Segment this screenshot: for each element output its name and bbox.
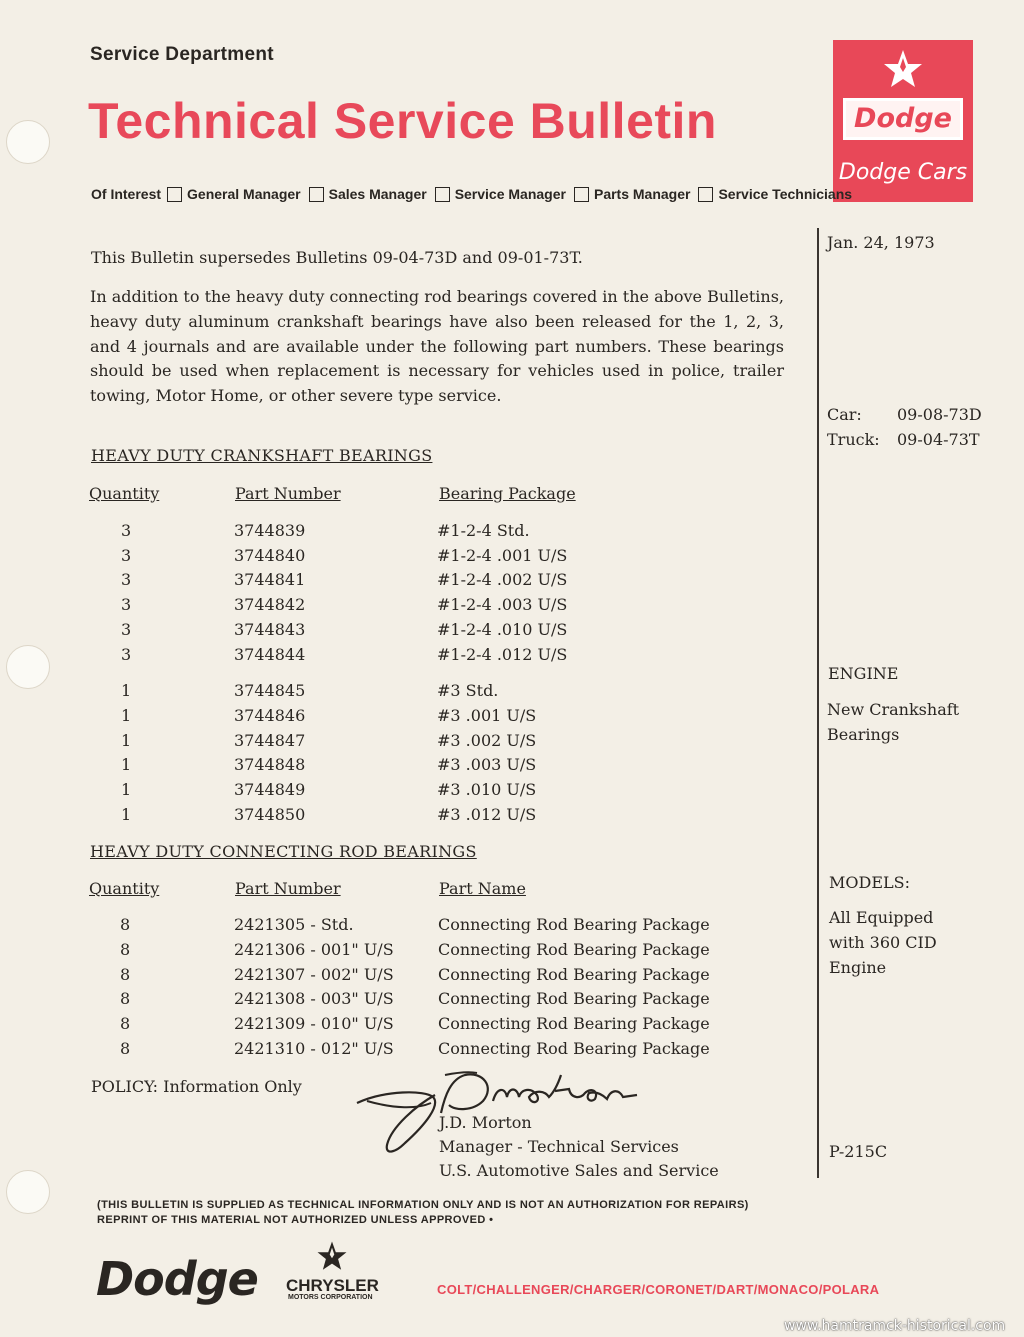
chrysler-logo-subtext: MOTORS CORPORATION [288, 1294, 373, 1301]
crank-part-cell: 3744843 [234, 619, 306, 639]
dodge-logo-block [833, 40, 973, 202]
engine-line: Bearings [827, 725, 900, 744]
rod-col-name: Part Name [439, 879, 526, 898]
checkbox-icon [435, 187, 450, 202]
policy-line: POLICY: Information Only [91, 1077, 302, 1096]
crank-heading: HEAVY DUTY CRANKSHAFT BEARINGS [91, 446, 433, 465]
crank-part-cell: 3744842 [234, 595, 306, 615]
crank-part-cell: 3744840 [234, 545, 306, 565]
supersedes-note: This Bulletin supersedes Bulletins 09-04-73D and 09-01-73T. [91, 248, 583, 267]
crank-package-cell: #1-2-4 .003 U/S [437, 595, 568, 615]
crank-col-part: Part Number [235, 484, 341, 503]
interest-row [91, 186, 860, 202]
crank-part-cell: 3744850 [234, 804, 306, 824]
models-heading: MODELS: [829, 873, 910, 892]
intro-paragraph: In addition to the heavy duty connecting rod bearings covered in the above Bulletins, heavy duty aluminum crankshaft bearings have also been released for the 1, 2, 3, and 4 journals and are available under the following part numbers. These bearings should be used when replacement is necessary for vehicles used in police, trailer towing, Motor Home, or other severe type service. [90, 287, 784, 406]
crank-package-cell: #3 Std. [437, 681, 499, 701]
rod-qty-cell: 8 [120, 915, 131, 934]
rod-name-cell: Connecting Rod Bearing Package [438, 1014, 710, 1034]
checkbox-icon [698, 187, 713, 202]
rod-name-cell: Connecting Rod Bearing Package [438, 915, 710, 934]
logo-division: Dodge Cars [838, 160, 968, 185]
crank-package-cell: #1-2-4 .001 U/S [437, 545, 568, 565]
rod-part-cell: 2421309 - 010" U/S [234, 1014, 394, 1034]
crank-qty-cell: 1 [121, 730, 132, 750]
interest-service-manager[interactable]: Service Manager [435, 186, 566, 202]
truck-ref-value: 09-04-73T [897, 430, 980, 449]
crank-part-cell: 3744845 [234, 681, 306, 701]
pentastar-icon [316, 1240, 348, 1272]
logo-brand-panel [843, 98, 963, 140]
rod-name-cell: Connecting Rod Bearing Package [438, 939, 710, 959]
crank-qty-cell: 3 [121, 521, 132, 540]
punch-hole [6, 1170, 50, 1214]
crank-part-cell: 3744849 [234, 780, 306, 799]
punch-hole [6, 645, 50, 689]
interest-sales-manager[interactable]: Sales Manager [309, 186, 427, 202]
crank-qty-cell: 3 [121, 595, 132, 615]
chrysler-logo-text: CHRYSLER [286, 1276, 379, 1295]
crank-qty-cell: 3 [121, 619, 132, 639]
crank-package-cell: #3 .010 U/S [437, 780, 537, 799]
crank-package-cell: #1-2-4 Std. [437, 521, 530, 540]
department-label: Service Department [90, 44, 274, 65]
crank-col-package: Bearing Package [439, 484, 576, 503]
crank-package-cell: #3 .012 U/S [437, 804, 537, 824]
crank-qty-cell: 1 [121, 705, 132, 725]
crank-qty-cell: 1 [121, 780, 132, 799]
crank-qty-cell: 3 [121, 644, 132, 664]
crank-part-cell: 3744847 [234, 730, 306, 750]
engine-heading: ENGINE [828, 664, 899, 683]
rod-qty-cell: 8 [120, 939, 131, 959]
car-ref-value: 09-08-73D [897, 405, 982, 424]
crank-col-quantity: Quantity [89, 484, 160, 503]
rod-name-cell: Connecting Rod Bearing Package [438, 1039, 710, 1058]
crank-part-cell: 3744844 [234, 644, 306, 664]
crank-qty-cell: 3 [121, 570, 132, 590]
rod-col-part: Part Number [235, 879, 341, 898]
crank-package-cell: #3 .001 U/S [437, 705, 537, 725]
column-divider [817, 228, 819, 1178]
footer-dodge-logo: Dodge [96, 1252, 258, 1306]
punch-hole [6, 120, 50, 164]
crank-package-cell: #3 .003 U/S [437, 755, 537, 775]
pentastar-icon [882, 48, 924, 90]
crank-qty-cell: 3 [121, 545, 132, 565]
crank-part-cell: 3744841 [234, 570, 306, 590]
rod-qty-cell: 8 [120, 1039, 131, 1058]
checkbox-icon [167, 187, 182, 202]
rod-qty-cell: 8 [120, 1014, 131, 1034]
footer-disclaimer: (THIS BULLETIN IS SUPPLIED AS TECHNICAL INFORMATION ONLY AND IS NOT AN AUTHORIZATION FOR REPAIRS) REPRINT OF THIS MATERIAL NOT AUTHORIZED UNLESS APPROVED • [97, 1199, 749, 1226]
engine-line: New Crankshaft [827, 700, 960, 719]
models-line: All Equipped [829, 908, 934, 927]
bulletin-date: Jan. 24, 1973 [827, 233, 935, 252]
crank-part-cell: 3744846 [234, 705, 306, 725]
rod-part-cell: 2421310 - 012" U/S [234, 1039, 394, 1058]
rod-qty-cell: 8 [120, 964, 131, 984]
crank-qty-cell: 1 [121, 804, 132, 824]
truck-ref-label: Truck: [827, 430, 880, 449]
crank-package-cell: #3 .002 U/S [437, 730, 537, 750]
signer-org: U.S. Automotive Sales and Service [439, 1161, 719, 1180]
page-title: Technical Service Bulletin [88, 93, 717, 149]
rod-part-cell: 2421308 - 003" U/S [234, 989, 394, 1009]
interest-service-technicians[interactable]: Service Technicians [698, 186, 852, 202]
signer-title: Manager - Technical Services [439, 1137, 679, 1156]
crank-part-cell: 3744848 [234, 755, 306, 775]
bulletin-number: P-215C [829, 1142, 888, 1161]
models-line: with 360 CID [829, 933, 937, 952]
crank-qty-cell: 1 [121, 755, 132, 775]
models-line: Engine [829, 958, 887, 977]
rod-name-cell: Connecting Rod Bearing Package [438, 964, 710, 984]
rod-part-cell: 2421305 - Std. [234, 915, 354, 934]
car-ref-label: Car: [827, 405, 862, 424]
interest-general-manager[interactable]: General Manager [167, 186, 301, 202]
crank-qty-cell: 1 [121, 681, 132, 701]
rod-heading: HEAVY DUTY CONNECTING ROD BEARINGS [90, 842, 477, 861]
interest-label: Of Interest [91, 186, 162, 202]
checkbox-icon [574, 187, 589, 202]
crank-part-cell: 3744839 [234, 521, 306, 540]
signer-name: J.D. Morton [439, 1113, 532, 1132]
crank-package-cell: #1-2-4 .002 U/S [437, 570, 568, 590]
crank-package-cell: #1-2-4 .012 U/S [437, 644, 568, 664]
logo-brand: Dodge [854, 103, 952, 134]
interest-parts-manager[interactable]: Parts Manager [574, 186, 690, 202]
rod-name-cell: Connecting Rod Bearing Package [438, 989, 710, 1009]
rod-part-cell: 2421306 - 001" U/S [234, 939, 394, 959]
rod-qty-cell: 8 [120, 989, 131, 1009]
rod-col-quantity: Quantity [89, 879, 160, 898]
checkbox-icon [309, 187, 324, 202]
watermark-url: www.hamtramck-historical.com [784, 1318, 1006, 1334]
crank-package-cell: #1-2-4 .010 U/S [437, 619, 568, 639]
rod-part-cell: 2421307 - 002" U/S [234, 964, 394, 984]
footer-models: COLT/CHALLENGER/CHARGER/CORONET/DART/MONACO/POLARA [437, 1282, 880, 1297]
